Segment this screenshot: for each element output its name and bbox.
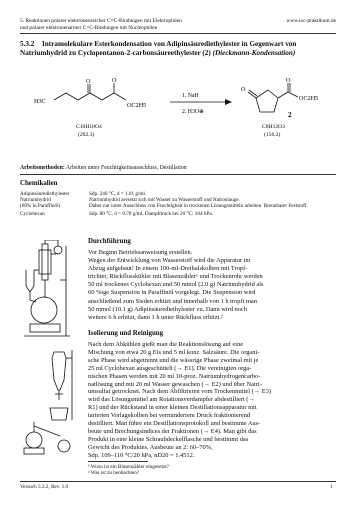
procedure-line: weitere 6 h erhitzt, dann 1 h unter Rückfluss erhitzt.² [88, 313, 223, 321]
reaction-arrow-head [225, 99, 232, 105]
title-number: 5.3.2 [20, 40, 35, 48]
isolation-line: destilliert. Man führe ein Destillationsprotokoll und bestimme Aus- [88, 420, 261, 428]
procedure-line: Wegen der Entwicklung von Wasserstoff wird die Apparatur im [88, 257, 251, 265]
isolation-line: Produkt in eine kleine Schraubdeckelflasche und bestimmt das [88, 435, 249, 443]
product-o2-label: O [286, 78, 291, 84]
separatory-funnel-drawing [50, 350, 72, 420]
reaction-scheme [20, 78, 336, 150]
chemical-row [20, 211, 336, 217]
isolation-line: umsulfat getrocknet. Nach dem Abfiltrieren vom Trockenmittel (→ E3) [88, 388, 271, 396]
footer-page-number: 1 [330, 484, 333, 490]
header-rule [20, 33, 336, 34]
isolation-line: Sdp. 109–110 °C/20 hPa, nD20 = 1.4512. [88, 451, 195, 459]
footnote-2: ² Was ist zu beobachten? [88, 470, 140, 477]
title-italic: (Dieckmann-Kondensation) [212, 48, 296, 57]
isolation-line: beute und Brechungsindices der Fraktionen (→ E4). Man gibt das [88, 427, 257, 435]
isolation-line: natlösung und mit 20 ml Wasser gewaschen (→ E2) und über Natri- [88, 380, 262, 388]
procedure-line: Abzug aufgebaut! In einem 100-ml-Dreihalskolben mit Tropf- [88, 265, 248, 273]
chemical-desc: Sdp. 240 °C, d = 1.01 g/ml. [89, 191, 147, 197]
arrow-step2: 2. H3O⊕ [182, 109, 204, 115]
work-methods-text: Arbeiten unter Feuchtigkeitsausschluss, Destillation [65, 165, 187, 171]
product-formula: C8H12O3 [262, 124, 285, 130]
title-text: Intramolekulare Esterkondensation von Adipinsäurediethylester in Gegenwart von Natriumhydrid zu Cyclopentanon-2-carbonsäureethylester (2) [20, 40, 297, 57]
chemical-desc: Daher nur unter Ausschluss von Feuchtigkeit in trockenen Lösungsmitteln arbeiten. Brennbarer Feststoff. [89, 203, 308, 210]
reactant-mass: (202.3) [78, 132, 95, 138]
chemical-desc: Natriumhydrid zersetzt sich mit Wasser zu Wasserstoff und Natronlauge. [89, 197, 240, 204]
isolation-line: Nach dem Abkühlen gießt man die Reaktionslösung auf eine [88, 341, 244, 348]
procedure-heading: Durchführung [88, 238, 131, 245]
footer-rule [20, 481, 336, 482]
footnote-rule [88, 461, 148, 462]
procedure-line: anschließend zum Sieden erhitzt und innerhalb von 1 h tropft man [88, 297, 257, 305]
isolation-text [88, 341, 336, 460]
reactant-oc2h5-label: OC2H5 [127, 102, 147, 109]
product-mass: (156.2) [264, 132, 281, 138]
isolation-line: 25 ml Cyclohexan ausgeschüttelt (→ E1). Die vereinigten orga- [88, 364, 252, 372]
product-structure [248, 83, 298, 112]
isolation-line: Mischung von etwa 20 g Eis und 5 ml konz. Salzsäure. Die organi- [88, 348, 260, 356]
isolation-line: sche Phase wird abgetrennt und die wässrige Phase zweimal mit je [88, 356, 259, 364]
procedure-line: 50 ml trockenes Cyclohexan und 50 mmol (2.0 g) Natriumhydrid als [88, 281, 264, 289]
footnotes [88, 464, 336, 476]
distillation-apparatus-drawing [24, 422, 70, 454]
reactant-formula: C10H18O4 [76, 124, 102, 130]
chemical-row [20, 203, 336, 209]
footer-version: Versuch 5.3.2, Rev. 1.0 [20, 484, 69, 490]
work-methods-label: Arbeitsmethoden: [20, 165, 65, 171]
chemical-name: Cyclohexan [20, 211, 45, 218]
footnote-1: ¹ Wozu ist ein Blasenzähler eingesetzt? [88, 464, 169, 470]
arrow-step1: 1. NaH [182, 93, 199, 99]
page-header [20, 18, 336, 32]
reactant-h3c-label: H3C [34, 98, 46, 105]
chemical-name: Natriumhydrid [20, 197, 51, 204]
chemical-name: (60% in Paraffinöl) [20, 203, 61, 210]
header-line2: und polarer elektronenarmer C=C-Bindungen mit Nucleophilen [20, 25, 158, 31]
chemical-desc: Sdp. 80 °C, d = 0.78 g/ml, Dampfdruck bei 20 °C: 104 hPa. [89, 211, 213, 218]
procedure-text [88, 249, 336, 322]
experiment-title [20, 40, 338, 57]
chemicals-heading: Chemikalien [20, 180, 58, 187]
isolation-line: Gewicht des Produktes. Ausbeute an 2: 60–70%, [88, 443, 213, 451]
procedure-line: 60 %ige Suspension in Paraffinöl vorgelegt. Die Suspension wird [88, 289, 256, 297]
procedure-line: 50 mmol (10.1 g) Adipinsäurediethylester zu. Dann wird noch [88, 305, 248, 313]
chemicals-table [20, 191, 336, 217]
header-site-link[interactable]: www.ioc-praktikum.de [286, 18, 336, 24]
apparatus-illustrations [20, 240, 86, 460]
product-number: 2 [288, 111, 292, 119]
isolation-line: nischen Phasen werden mit 20 ml 10-proz. Natriumhydrogencarbo- [88, 372, 261, 380]
reactant-o-label: O [86, 78, 91, 85]
isolation-line: tarierten Vorlagekolben bei vermindertem Druck fraktionierend [88, 412, 251, 420]
isolation-line: R1) und der Rückstand in einer kleinen Destillationsapparatur mit [88, 404, 257, 412]
chemical-name: Adipinsäurediethylester [20, 191, 70, 197]
methods-rule [20, 174, 336, 175]
work-methods [20, 165, 336, 171]
procedure-line: trichter, Rückflusskühler mit Blasenzähler¹ und Trockenrohr werden [88, 273, 263, 281]
header-line1: 5. Reaktionen polarer elektronenreicher C=C-Bindungen mit Elektrophilen [20, 18, 182, 24]
product-oc2h5-label: OC2H5 [299, 95, 319, 102]
isolation-heading: Isolierung und Reinigung [88, 330, 164, 337]
isolation-line: wird das Lösungsmittel am Rotationsverdampfer abdestilliert (→ [88, 396, 255, 404]
product-o-label: O [241, 86, 246, 93]
reactant-structure [54, 84, 126, 100]
procedure-line: Vor Beginn Betriebsanweisung erstellen. [88, 249, 193, 256]
reflux-apparatus-drawing [24, 240, 70, 336]
reactant-o2-label: O [112, 78, 117, 84]
